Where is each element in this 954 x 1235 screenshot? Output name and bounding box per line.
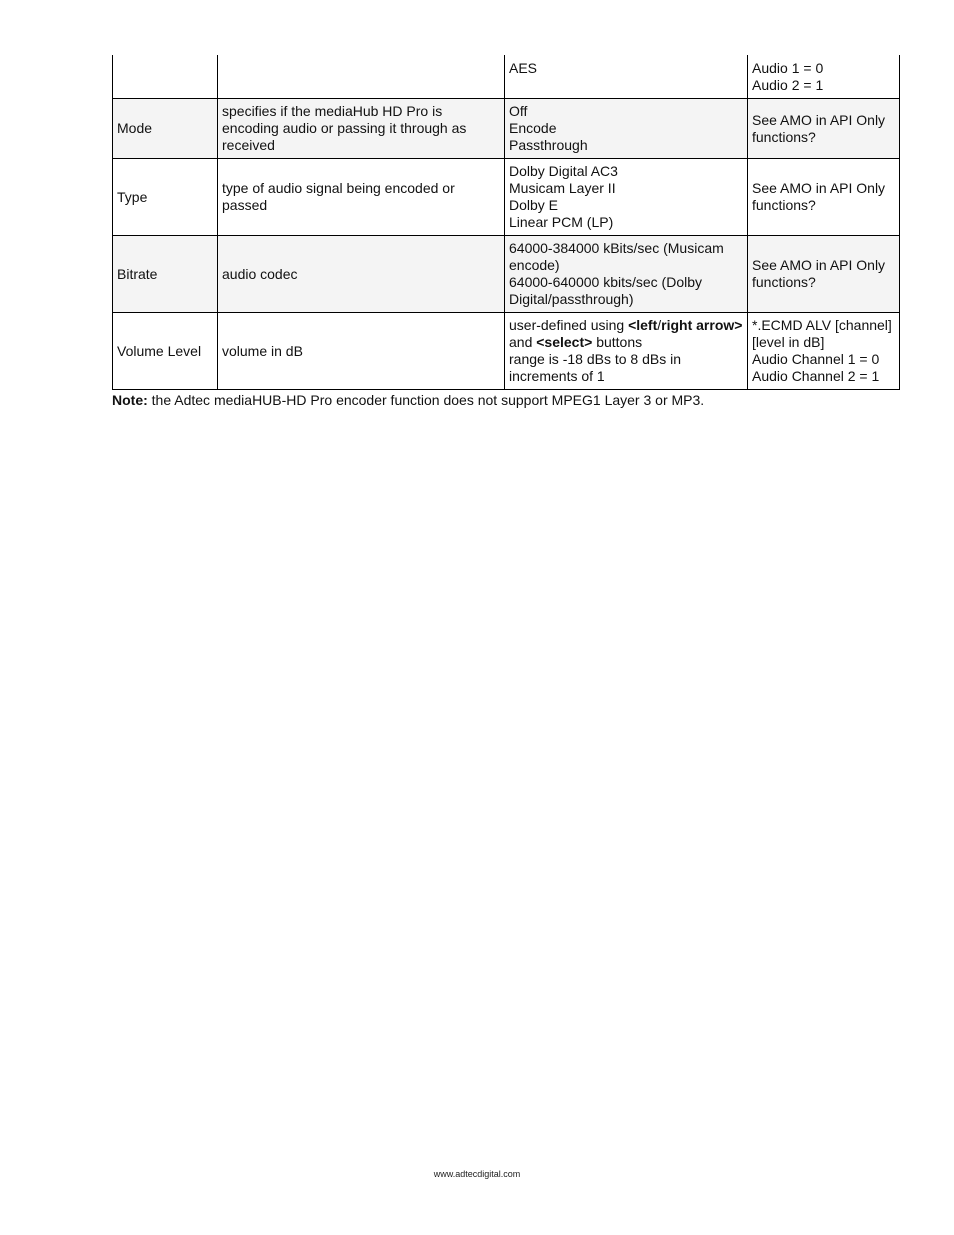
- value-line: Linear PCM (LP): [509, 214, 614, 230]
- parameter-cell: Type: [113, 159, 218, 236]
- parameter-cell: Volume Level: [113, 313, 218, 390]
- api-line: *.ECMD ALV [channel] [level in dB]: [752, 317, 892, 350]
- value-bold-text: right arrow>: [661, 317, 743, 333]
- api-cell: [748, 55, 900, 99]
- api-line: Audio 1 = 0: [752, 60, 824, 76]
- value-text: /: [657, 317, 662, 333]
- description-cell: audio codec: [218, 236, 505, 313]
- value-line: range is -18 dBs to 8 dBs in increments of 1: [509, 351, 681, 384]
- api-line: Audio Channel 1 = 0: [752, 351, 880, 367]
- api-line: Audio Channel 2 = 1: [752, 368, 880, 384]
- value-text: user-defined using: [509, 317, 629, 333]
- table-row-volume-level: [113, 313, 900, 390]
- value-bold-text: <left: [628, 317, 658, 333]
- value-line: Musicam Layer II: [509, 180, 616, 196]
- values-cell: [505, 159, 748, 236]
- api-cell: See AMO in API Only functions?: [748, 236, 900, 313]
- value-line: Dolby Digital AC3: [509, 163, 618, 179]
- value-line: [509, 317, 743, 351]
- api-cell: [748, 313, 900, 390]
- value-line: Dolby E: [509, 197, 559, 213]
- note-paragraph: [112, 392, 912, 409]
- parameter-cell: Mode: [113, 99, 218, 159]
- value-bold-text: <select>: [536, 334, 593, 350]
- parameter-cell: Bitrate: [113, 236, 218, 313]
- description-cell: [218, 55, 505, 99]
- value-line: Off: [509, 103, 528, 119]
- value-line: 64000-384000 kBits/sec (Musicam encode): [509, 240, 724, 273]
- table-row-type: [113, 159, 900, 236]
- note-label: Note:: [112, 392, 148, 408]
- description-cell: volume in dB: [218, 313, 505, 390]
- table-row-mode: [113, 99, 900, 159]
- values-cell: [505, 313, 748, 390]
- value-line: 64000-640000 kbits/sec (Dolby Digital/passthrough): [509, 274, 703, 307]
- note-text: the Adtec mediaHUB-HD Pro encoder function does not support MPEG1 Layer 3 or MP3.: [147, 392, 705, 408]
- table-row-aes: [113, 55, 900, 99]
- description-cell: specifies if the mediaHub HD Pro is encoding audio or passing it through as received: [218, 99, 505, 159]
- table-row-bitrate: [113, 236, 900, 313]
- value-line: AES: [509, 60, 538, 76]
- parameter-cell: [113, 55, 218, 99]
- api-line: Audio 2 = 1: [752, 77, 824, 93]
- api-cell: See AMO in API Only functions?: [748, 99, 900, 159]
- values-cell: [505, 99, 748, 159]
- description-cell: type of audio signal being encoded or passed: [218, 159, 505, 236]
- values-cell: [505, 55, 748, 99]
- value-text: buttons: [592, 334, 643, 350]
- footer-url: www.adtecdigital.com: [433, 1169, 521, 1179]
- values-cell: [505, 236, 748, 313]
- audio-settings-table: [112, 55, 900, 390]
- value-text: and: [509, 334, 537, 350]
- value-line: Passthrough: [509, 137, 588, 153]
- api-cell: See AMO in API Only functions?: [748, 159, 900, 236]
- value-line: Encode: [509, 120, 557, 136]
